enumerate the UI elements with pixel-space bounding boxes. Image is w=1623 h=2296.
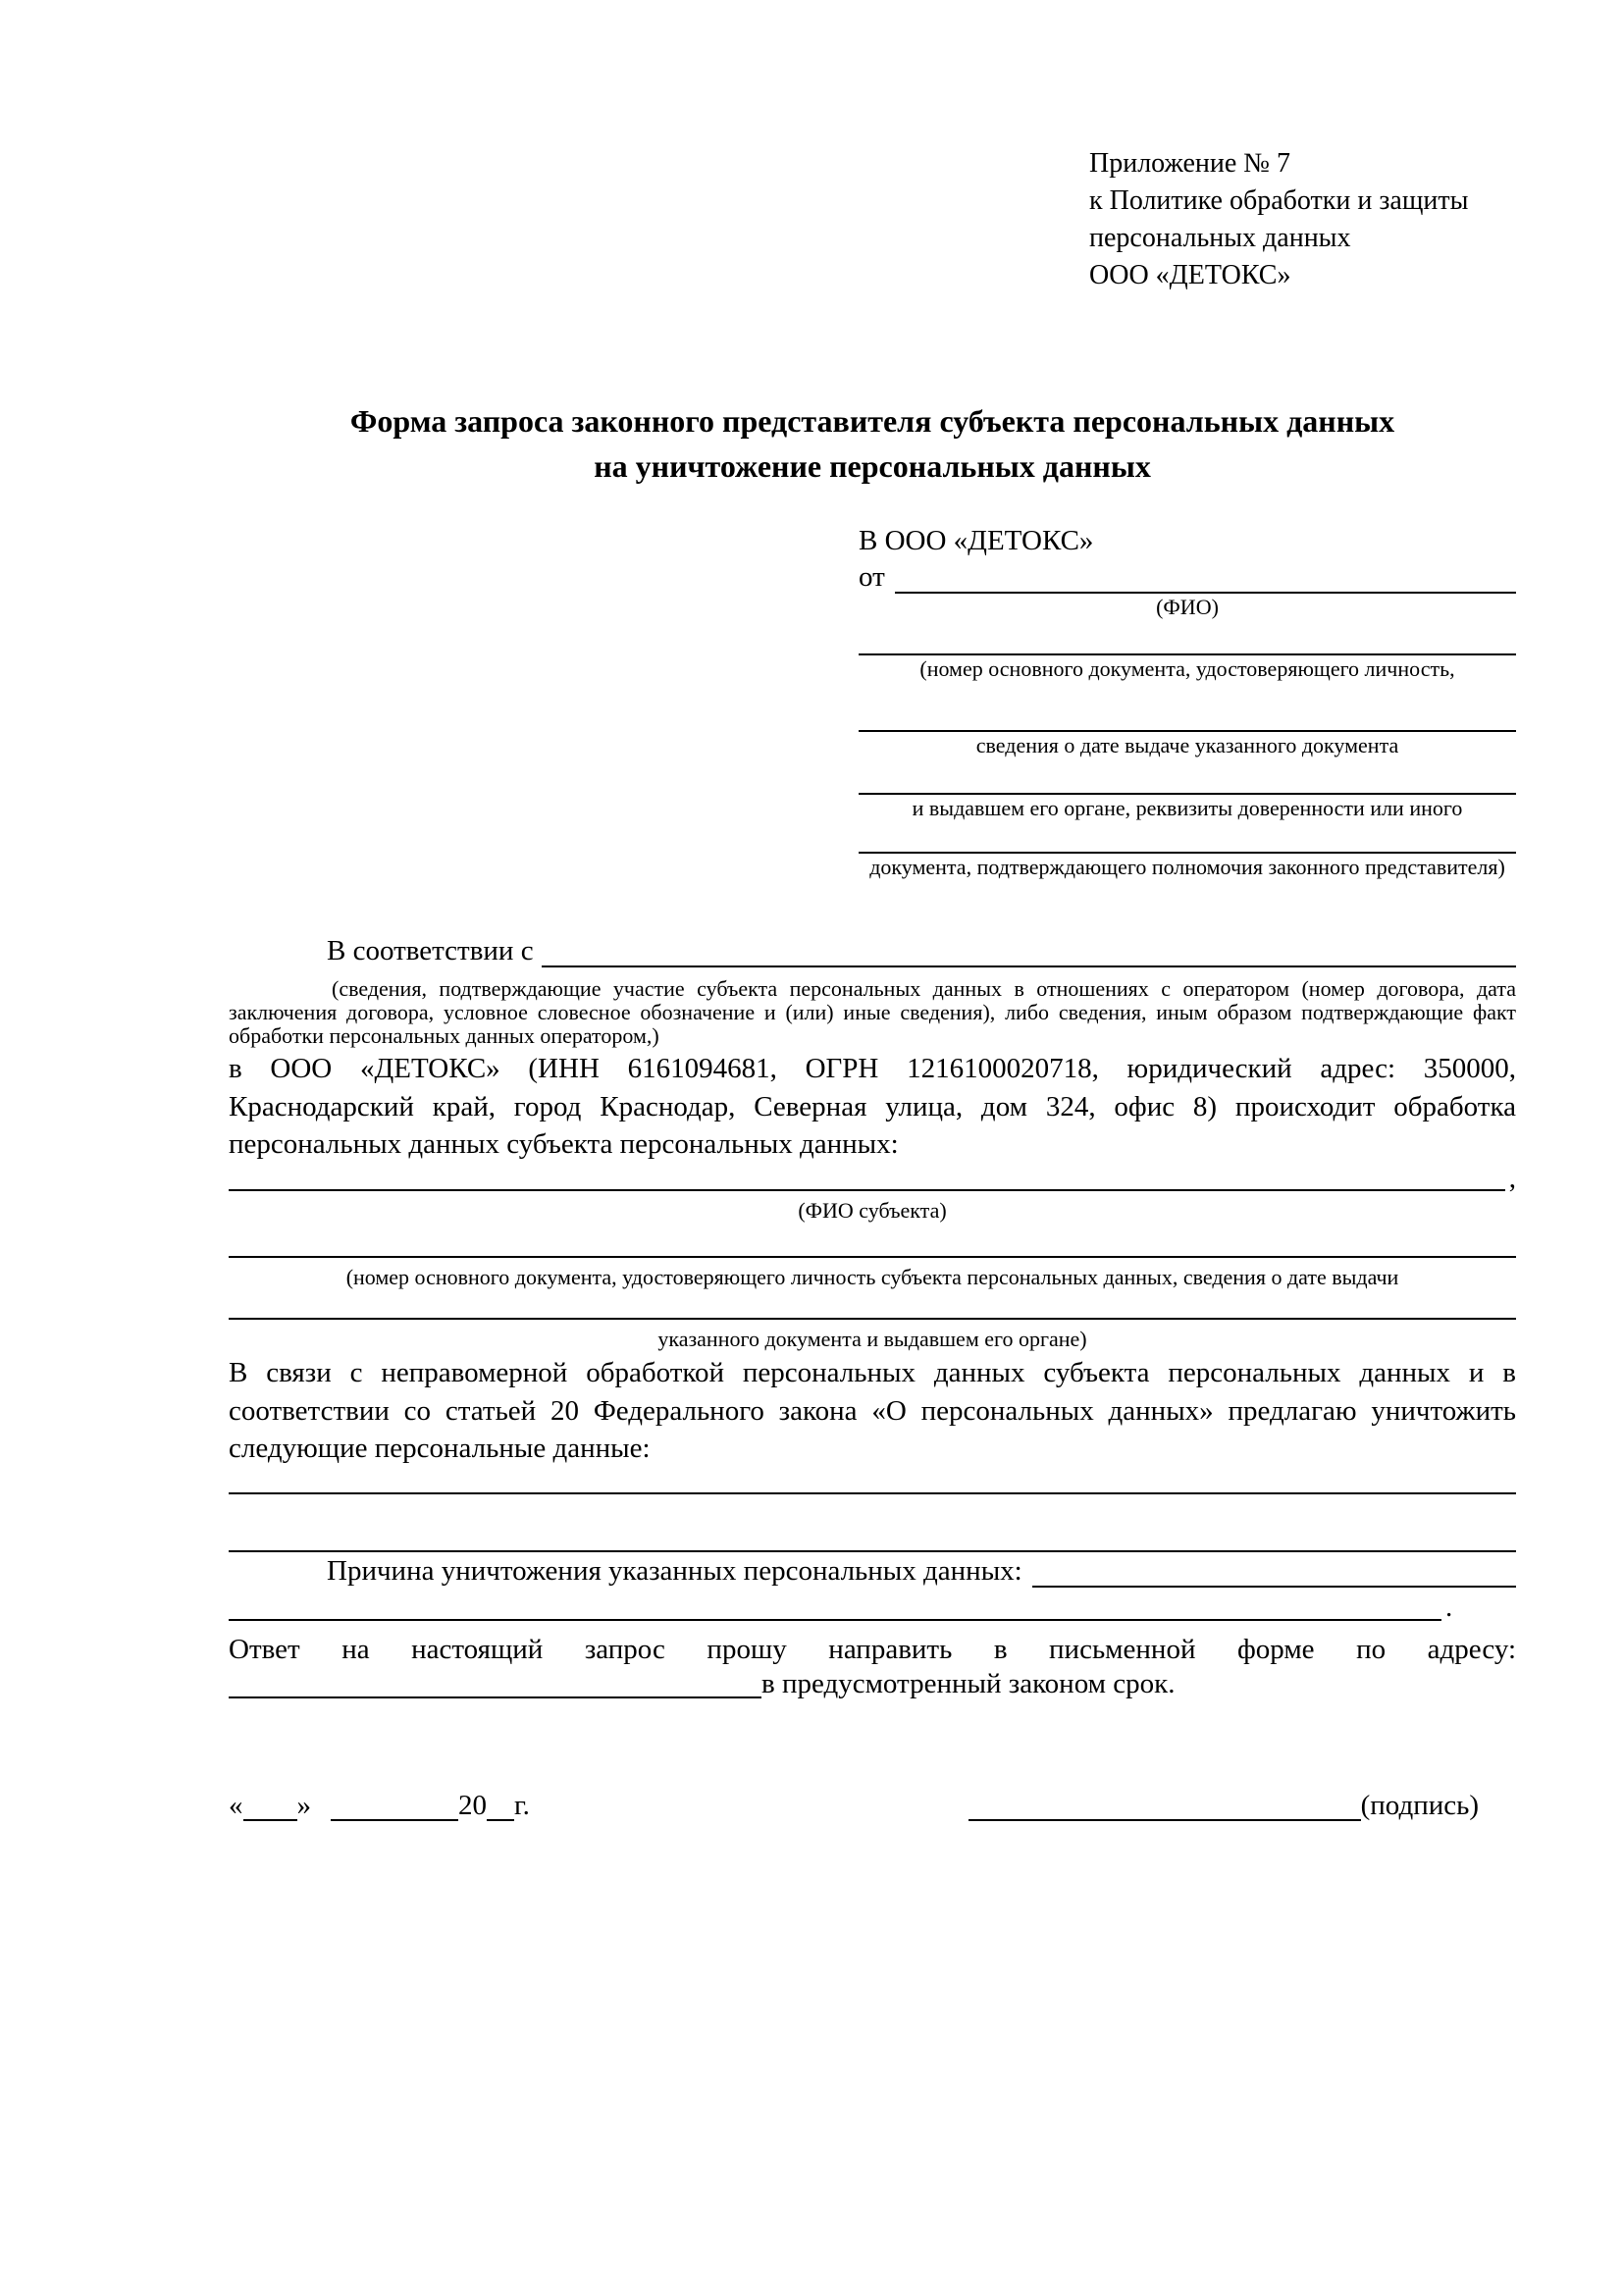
fio-caption: (ФИО): [1156, 595, 1219, 619]
day-open-quote: «: [229, 1790, 243, 1821]
representative-doc-blank-line-1: [859, 619, 1516, 655]
representative-doc-blank-line-3: [859, 757, 1516, 795]
subject-fio-trailing-comma: ,: [1508, 1163, 1516, 1194]
from-label: от: [859, 561, 885, 593]
addressee-from-row: [859, 560, 1516, 594]
representative-doc-caption-1: (номер основного документа, удостоверяющего личность,: [919, 656, 1455, 681]
reply-tail-text: в предусмотренный законом срок.: [761, 1668, 1176, 1699]
signature-blank-line: [969, 1813, 1361, 1821]
reason-row: [229, 1556, 1516, 1588]
reason-trailing-period: .: [1445, 1592, 1453, 1623]
reason-blank-line-2: [229, 1619, 1441, 1621]
subject-doc-caption-1: (номер основного документа, удостоверяющего личность субъекта персональных данных, сведения о дате выдачи: [345, 1265, 1399, 1289]
annex-line-4: ООО «ДЕТОКС»: [1089, 260, 1291, 290]
year-blank-line: [487, 1813, 514, 1821]
accordance-note: (сведения, подтверждающие участие субъекта персональных данных в отношениях с оператором (номер договора, дата заключения договора, условное словесное обозначение и (или) иные сведения), либо сведения, иным образом подтверждающие факт обработки персональных данных оператором,): [229, 976, 1516, 1048]
year-suffix: г.: [514, 1790, 530, 1821]
reason-continuation-row: [229, 1593, 1516, 1621]
data-to-destroy-blank-line-2: [229, 1527, 1516, 1552]
subject-doc-caption-2: указанного документа и выдавшем его органе): [657, 1327, 1087, 1351]
operator-paragraph: в ООО «ДЕТОКС» (ИНН 6161094681, ОГРН 1216100020718, юридический адрес: 350000, Краснодарский край, город Краснодар, Северная улица, дом 324, офис 8) происходит обработка персональных данных субъекта персональных данных:: [229, 1053, 1516, 1160]
reply-address-blank-line: [229, 1696, 761, 1698]
accordance-row: [229, 934, 1516, 967]
reason-blank-line: [1032, 1586, 1516, 1588]
title-line-2: на уничтожение персональных данных: [594, 448, 1151, 484]
addressee-block: [859, 525, 1516, 879]
subject-fio-row: [229, 1163, 1516, 1194]
representative-doc-caption-3: и выдавшем его органе, реквизиты доверенности или иного: [912, 796, 1463, 820]
day-close-quote: »: [296, 1790, 311, 1821]
subject-doc-blank-line-1: [229, 1232, 1516, 1258]
date-group: [229, 1790, 530, 1821]
reply-paragraph: Ответ на настоящий запрос прошу направить в письменной форме по адресу:: [229, 1634, 1516, 1665]
accordance-label: В соответствии с: [327, 935, 534, 966]
signature-group: [969, 1790, 1479, 1821]
title-line-1: Форма запроса законного представителя субъекта персональных данных: [349, 403, 1395, 439]
representative-doc-caption-4: документа, подтверждающего полномочия законного представителя): [869, 855, 1505, 879]
representative-doc-caption-2: сведения о дате выдаче указанного документа: [975, 733, 1399, 757]
year-prefix: 20: [458, 1790, 487, 1821]
addressee-to: В ООО «ДЕТОКС»: [859, 525, 1094, 556]
annex-block: [1089, 145, 1468, 294]
data-to-destroy-blank-line-1: [229, 1469, 1516, 1494]
representative-fio-blank-line: [895, 592, 1516, 594]
demand-paragraph: В связи с неправомерной обработкой персональных данных субъекта персональных данных и в соответствии со статьей 20 Федерального закона «О персональных данных» предлагаю уничтожить следующие персональные данные:: [229, 1357, 1516, 1464]
accordance-blank-line: [542, 965, 1516, 967]
annex-line-3: персональных данных: [1089, 223, 1351, 253]
annex-line-1: Приложение № 7: [1089, 148, 1290, 179]
subject-fio-caption: (ФИО субъекта): [798, 1198, 947, 1223]
subject-fio-blank-line: [229, 1189, 1505, 1191]
document-title: [229, 398, 1516, 489]
representative-doc-blank-line-4: [859, 820, 1516, 854]
signature-caption: (подпись): [1360, 1790, 1479, 1821]
reply-address-row: [229, 1668, 1516, 1699]
month-blank-line: [331, 1813, 458, 1821]
subject-doc-blank-line-2: [229, 1294, 1516, 1320]
footer-row: [229, 1790, 1516, 1821]
reason-label: Причина уничтожения указанных персональных данных:: [327, 1555, 1022, 1587]
day-blank-line: [243, 1813, 297, 1821]
annex-line-2: к Политике обработки и защиты: [1089, 185, 1469, 216]
representative-doc-blank-line-2: [859, 681, 1516, 732]
